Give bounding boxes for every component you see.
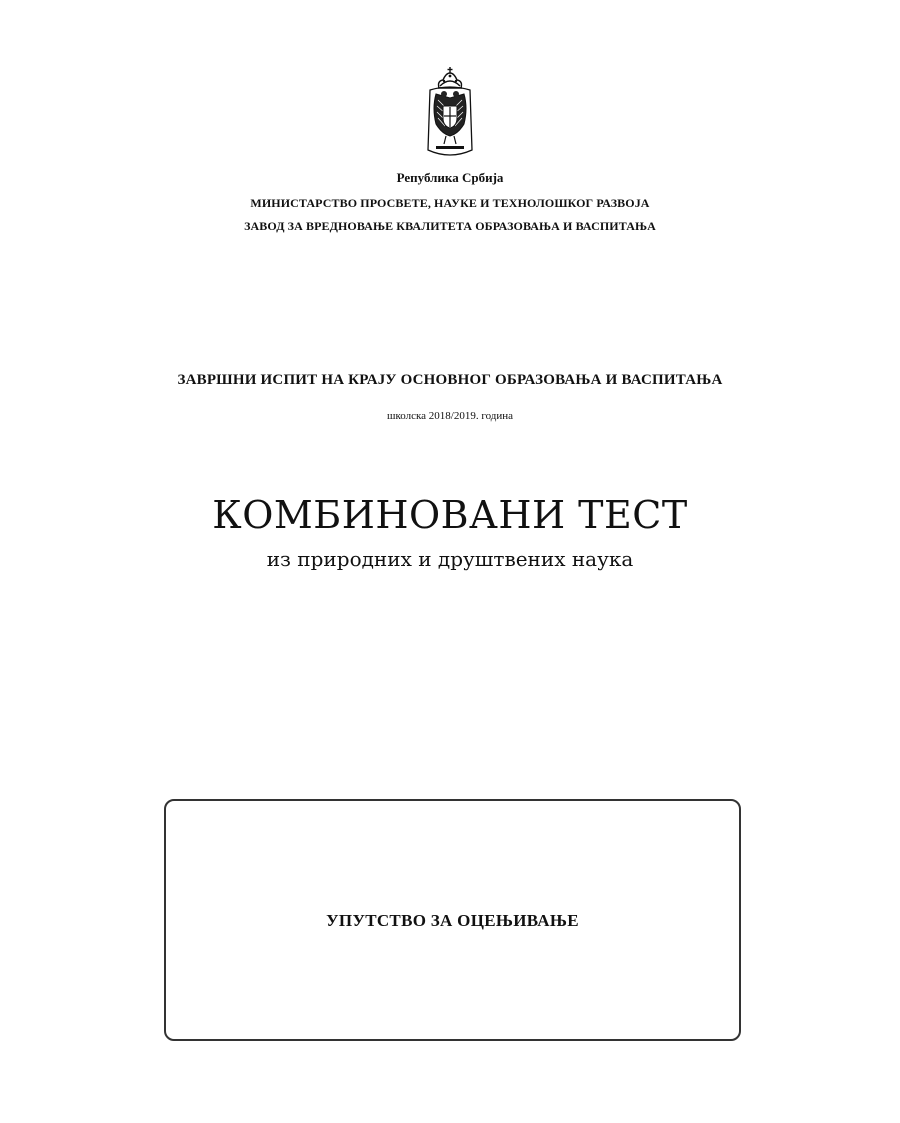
institute-name: ЗАВОД ЗА ВРЕДНОВАЊЕ КВАЛИТЕТА ОБРАЗОВАЊА И ВАСПИТАЊА — [244, 219, 656, 233]
instructions-box — [164, 799, 741, 1041]
test-title: КОМБИНОВАНИ ТЕСТ — [212, 493, 688, 537]
test-subtitle: из природних и друштвених наука — [266, 547, 634, 571]
exam-title: ЗАВРШНИ ИСПИТ НА КРАЈУ ОСНОВНОГ ОБРАЗОВАЊА И ВАСПИТАЊА — [177, 372, 723, 388]
coat-of-arms-icon — [424, 64, 476, 164]
republic-name: Република Србија — [396, 170, 504, 185]
instructions-label: УПУТСТВО ЗА ОЦЕЊИВАЊЕ — [326, 911, 579, 930]
ministry-name: МИНИСТАРСТВО ПРОСВЕТЕ, НАУКЕ И ТЕХНОЛОШКОГ РАЗВОЈА — [250, 196, 650, 210]
school-year: школска 2018/2019. година — [386, 410, 514, 422]
